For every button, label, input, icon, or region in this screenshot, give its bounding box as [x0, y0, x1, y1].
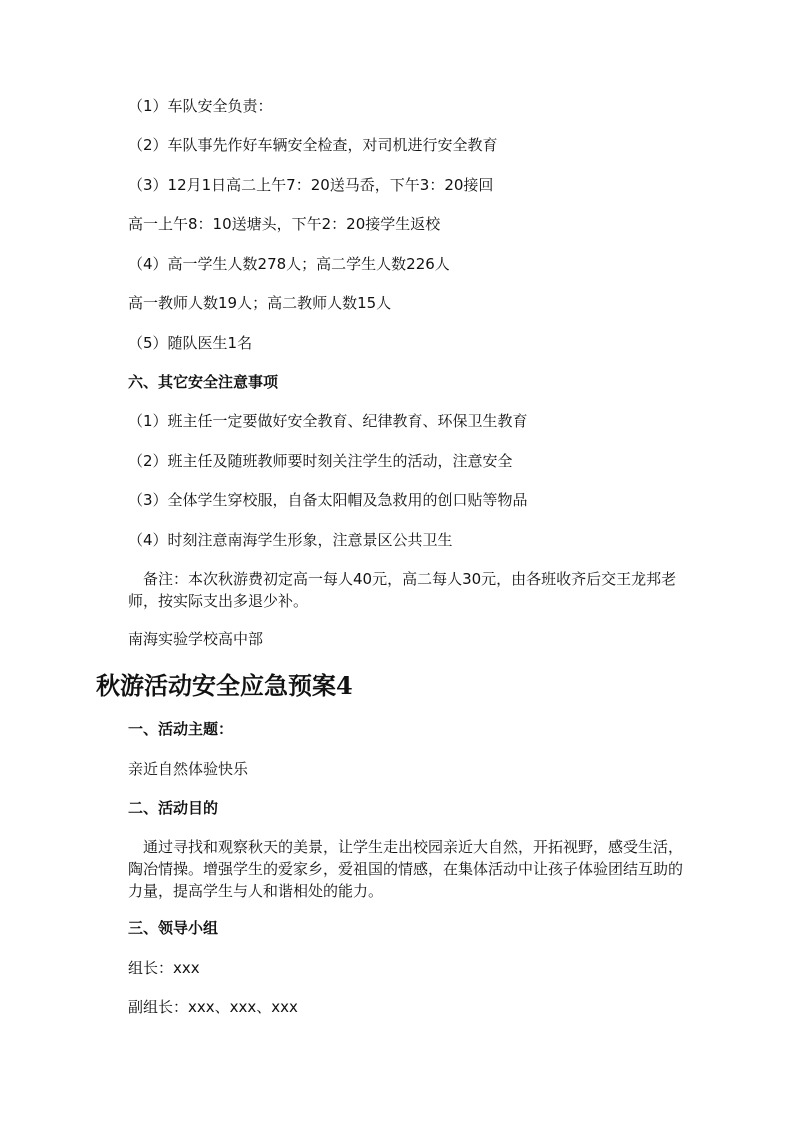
theme-title: 一、活动主题： [128, 720, 234, 738]
section-6-title: 六、其它安全注意事项 [128, 373, 279, 391]
safety-item-3: （3）全体学生穿校服，自备太阳帽及急救用的创口贴等物品 [128, 491, 528, 509]
convoy-item-4: （4）高一学生人数278人；高二学生人数226人 [128, 255, 450, 273]
vice-group-leaders: 副组长：xxx、xxx、xxx [128, 998, 298, 1016]
safety-item-1: （1）班主任一定要做好安全教育、纪律教育、环保卫生教育 [128, 412, 528, 430]
school-signature: 南海实验学校高中部 [128, 630, 264, 648]
purpose-text: 通过寻找和观察秋天的美景，让学生走出校园亲近大自然，开拓视野，感受生活，陶冶情操。增强学生的爱家乡，爱祖国的情感，在集体活动中让孩子体验团结互助的力量，提高学生与人和谐相处的能力。 [128, 838, 684, 900]
plan-4-heading: 秋游活动安全应急预案4 [96, 671, 353, 700]
convoy-item-1: （1）车队安全负责： [128, 97, 273, 115]
convoy-item-3: （3）12月1日高二上午7：20送马岙，下午3：20接回 [128, 176, 494, 194]
convoy-item-4-continued: 高一教师人数19人；高二教师人数15人 [128, 294, 392, 312]
leader-group-title: 三、领导小组 [128, 919, 219, 937]
group-leader: 组长：xxx [128, 959, 200, 977]
fee-note: 备注：本次秋游费初定高一每人40元，高二每人30元，由各班收齐后交王龙邦老师，按实际支出多退少补。 [128, 570, 677, 610]
safety-item-4: （4）时刻注意南海学生形象，注意景区公共卫生 [128, 531, 453, 549]
convoy-item-2: （2）车队事先作好车辆安全检查，对司机进行安全教育 [128, 136, 498, 154]
convoy-item-5: （5）随队医生1名 [128, 334, 253, 352]
theme-text: 亲近自然体验快乐 [128, 760, 249, 778]
safety-item-2: （2）班主任及随班教师要时刻关注学生的活动，注意安全 [128, 452, 513, 470]
purpose-title: 二、活动目的 [128, 799, 219, 817]
convoy-item-3-continued: 高一上午8：10送塘头，下午2：20接学生返校 [128, 215, 441, 233]
